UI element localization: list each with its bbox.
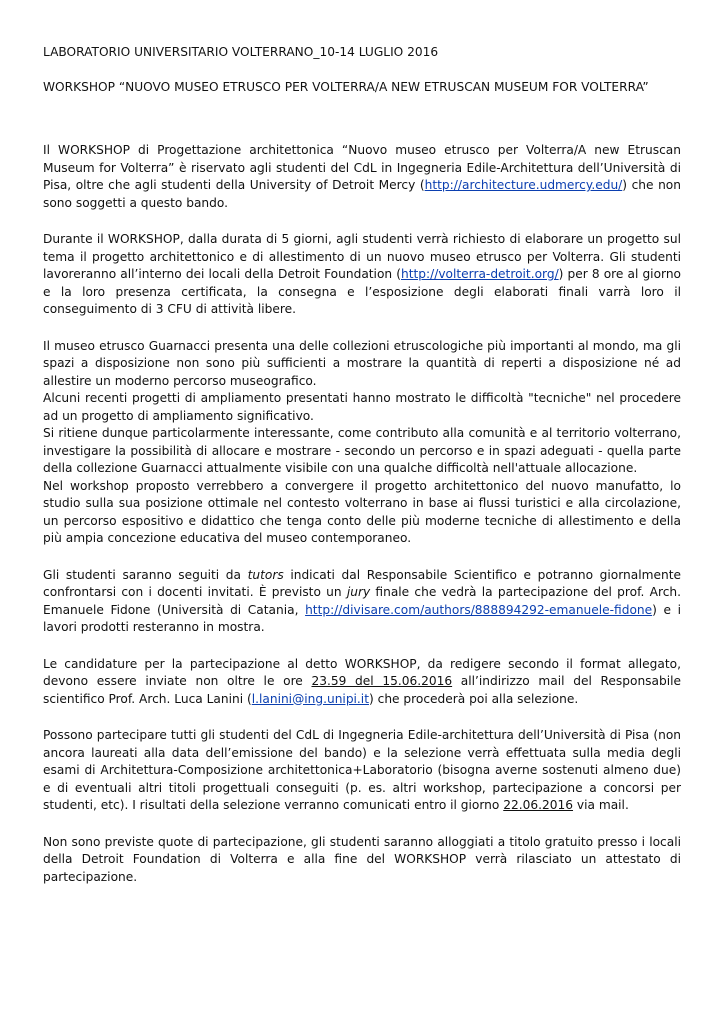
paragraph-applications: Le candidature per la partecipazione al detto WORKSHOP, da redigere secondo il format allegato, devono essere inviate non oltre le ore 23.59 del 15.06.2016 all’indirizzo mail del Responsabile scientifico Prof. Arch. Luca Lanini (l.lanini@ing.unipi.it) che procederà poi alla selezione. [43, 656, 682, 706]
paragraph-eligibility: Possono partecipare tutti gli studenti del CdL di Ingegneria Edile-architettura dell’Università di Pisa (non ancora laureati alla data dell’emissione del bando) e la selezione verrà effettuata sulla media degli esami di Architettura-Composizione architettonica+Laboratorio (bisogna averne sostenuti almeno due) e di eventuali altri titoli progettuali conseguiti (p. es. altri workshop, partecipazione a concorsi per studenti, etc). I risultati della selezione verranno comunicati entro il giorno 22.06.2016 via mail. [43, 728, 681, 812]
paragraph-collection: Si ritiene dunque particolarmente interessante, come contributo alla comunità e al territorio volterrano, investigare la possibilità di allocare e mostrare - secondo un percorso e in spazi adeguati - quella parte della collezione Guarnacci attualmente visibile con una qualche difficoltà nell'attuale allocazione. [43, 426, 681, 475]
paragraph-tutors: Gli studenti saranno seguiti da tutors indicati dal Responsabile Scientifico e potranno giornalmente confrontarsi con i docenti invitati. È previsto un jury finale che vedrà la partecipazione del prof. Arch. Emanuele Fidone (Università di Catania, http://divisare.com/authors/888894292-emanuele-fidone) e i lavori prodotti resteranno in mostra. [43, 567, 681, 634]
udmercy-link[interactable]: http://architecture.udmercy.edu/ [424, 178, 623, 192]
document-body [43, 142, 681, 905]
paragraph-museum: Il museo etrusco Guarnacci presenta una delle collezioni etruscologiche più importanti al mondo, ma gli spazi a disposizione non sono più sufficienti a mostrare la quantità di reperti a disposizione né ad allestire un moderno percorso museografico. [43, 338, 681, 388]
deadline-text: 23.59 del 15.06.2016 [311, 674, 453, 688]
results-date-text: 22.06.2016 [503, 798, 574, 812]
email-link[interactable]: l.lanini@ing.unipi.it [251, 691, 369, 706]
document-title: LABORATORIO UNIVERSITARIO VOLTERRANO_10-14 LUGLIO 2016 [43, 45, 439, 59]
paragraph-fees: Non sono previste quote di partecipazione, gli studenti saranno alloggiati a titolo gratuito presso i locali della Detroit Foundation di Volterra e alla fine del WORKSHOP verrà rilasciato un attestato di partecipazione. [43, 834, 681, 884]
document-subtitle: WORKSHOP “NUOVO MUSEO ETRUSCO PER VOLTERRA/A NEW ETRUSCAN MUSEUM FOR VOLTERRA” [43, 80, 649, 94]
volterra-detroit-link[interactable]: http://volterra-detroit.org/ [400, 267, 559, 281]
paragraph-workshop-goals: Nel workshop proposto verrebbero a convergere il progetto architettonico del nuovo manufatto, lo studio sulla sua posizione ottimale nel contesto volterrano in base ai flussi turistici e alla circolazione, un percorso espositivo e didattico che tenga conto delle più moderne tecniche di allestimento e della più ampia concezione educativa del museo contemporaneo. [43, 478, 681, 545]
paragraph-projects: Alcuni recenti progetti di ampliamento presentati hanno mostrato le difficoltà "tecniche" nel procedere ad un progetto di ampliamento significativo. [43, 391, 681, 423]
divisare-link[interactable]: http://divisare.com/authors/888894292-emanuele-fidone [305, 602, 653, 617]
paragraph-duration: Durante il WORKSHOP, dalla durata di 5 giorni, agli studenti verrà richiesto di elaborare un progetto sul tema il progetto architettonico e di allestimento di un nuovo museo etrusco per Volterra. Gli studenti lavoreranno all’interno dei locali della Detroit Foundation (http://volterra-detroit.org/) per 8 ore al giorno e la loro presenza certificata, la consegna e l’esposizione degli elaborati finali varrà loro il conseguimento di 3 CFU di attività libere. [43, 232, 682, 316]
paragraph-intro: Il WORKSHOP di Progettazione architettonica “Nuovo museo etrusco per Volterra/A new Etruscan Museum for Volterra” è riservato agli studenti del CdL in Ingegneria Edile-Architettura dell’Università di Pisa, oltre che agli studenti della University of Detroit Mercy (http://architecture.udmercy.edu/) che non sono soggetti a questo bando. [43, 143, 681, 210]
